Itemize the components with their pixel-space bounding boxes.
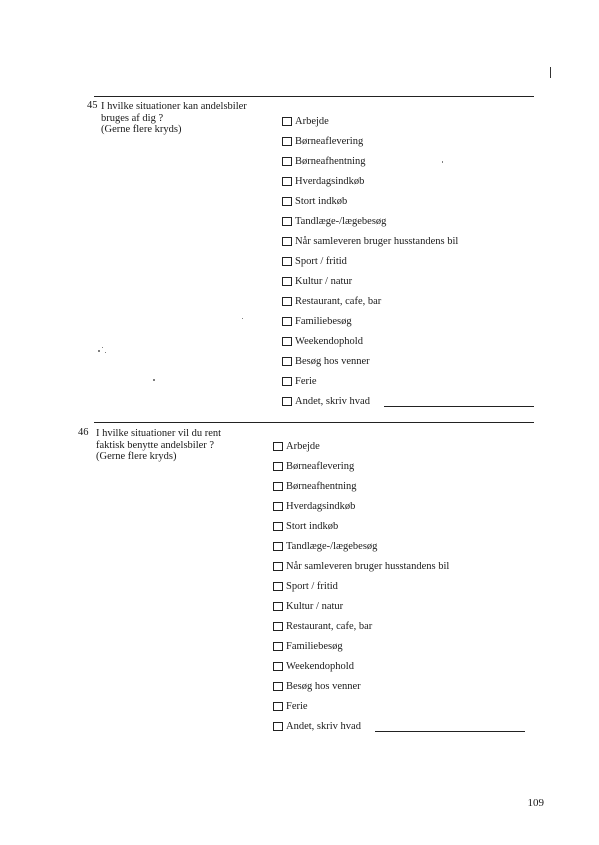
option-label: Ferie xyxy=(295,375,317,387)
q46-number: 46 xyxy=(78,427,89,438)
option-label: Restaurant, cafe, bar xyxy=(295,295,382,307)
option-label: Familiebesøg xyxy=(295,315,352,327)
option-checkbox[interactable] xyxy=(282,157,292,166)
option-item xyxy=(282,371,534,391)
option-item xyxy=(273,576,525,596)
option-checkbox[interactable] xyxy=(273,682,283,691)
option-label: Andet, skriv hvad xyxy=(295,395,370,407)
scan-speck xyxy=(242,318,243,319)
option-checkbox[interactable] xyxy=(273,542,283,551)
option-item xyxy=(282,211,534,231)
option-item xyxy=(273,596,525,616)
option-checkbox[interactable] xyxy=(282,177,292,186)
option-checkbox[interactable] xyxy=(282,117,292,126)
q45-question-text xyxy=(101,101,291,136)
option-checkbox[interactable] xyxy=(282,277,292,286)
option-label: Weekendophold xyxy=(295,335,363,347)
scan-speck xyxy=(102,347,103,348)
option-item xyxy=(282,271,534,291)
option-checkbox[interactable] xyxy=(273,482,283,491)
option-label: Hverdagsindkøb xyxy=(286,500,356,512)
option-label: Sport / fritid xyxy=(295,255,347,267)
q45-number: 45 xyxy=(87,100,98,111)
scan-speck xyxy=(98,350,100,352)
option-label: Arbejde xyxy=(295,115,329,127)
option-item xyxy=(273,436,525,456)
edge-mark xyxy=(550,67,551,78)
option-item xyxy=(282,151,534,171)
option-checkbox[interactable] xyxy=(273,642,283,651)
option-label: Besøg hos venner xyxy=(295,355,370,367)
option-label: Kultur / natur xyxy=(295,275,353,287)
option-label: Sport / fritid xyxy=(286,580,338,592)
option-checkbox[interactable] xyxy=(273,502,283,511)
option-item xyxy=(273,536,525,556)
q45-question-line-1: I hvilke situationer kan andelsbiler xyxy=(101,101,247,112)
option-checkbox[interactable] xyxy=(273,562,283,571)
option-item xyxy=(282,351,534,371)
scan-speck xyxy=(442,161,443,163)
option-checkbox[interactable] xyxy=(282,237,292,246)
option-checkbox[interactable] xyxy=(282,297,292,306)
q45-options xyxy=(282,111,534,411)
option-checkbox[interactable] xyxy=(282,317,292,326)
option-checkbox[interactable] xyxy=(282,337,292,346)
q46-question-line-2: faktisk benytte andelsbiler ? xyxy=(96,439,215,451)
scan-speck xyxy=(153,379,155,381)
q45-question-line-2: bruges af dig ? xyxy=(101,112,164,124)
write-in-line[interactable] xyxy=(384,406,534,407)
option-checkbox[interactable] xyxy=(273,602,283,611)
option-item xyxy=(273,716,525,736)
q45-question-line-3: (Gerne flere kryds) xyxy=(101,124,182,135)
option-checkbox[interactable] xyxy=(273,522,283,531)
option-checkbox[interactable] xyxy=(273,582,283,591)
q46-question-line-3: (Gerne flere kryds) xyxy=(96,451,177,462)
option-checkbox[interactable] xyxy=(282,217,292,226)
option-item xyxy=(273,476,525,496)
option-label: Andet, skriv hvad xyxy=(286,720,361,732)
option-item xyxy=(282,231,534,251)
option-item xyxy=(282,331,534,351)
option-checkbox[interactable] xyxy=(282,197,292,206)
option-item xyxy=(273,556,525,576)
option-item xyxy=(282,191,534,211)
option-item xyxy=(273,636,525,656)
option-label: Ferie xyxy=(286,700,308,712)
page-number: 109 xyxy=(527,797,544,809)
q46-question-line-1: I hvilke situationer vil du rent xyxy=(96,428,222,439)
option-item xyxy=(282,311,534,331)
option-checkbox[interactable] xyxy=(282,257,292,266)
q46-top-rule xyxy=(94,422,534,423)
option-item xyxy=(273,456,525,476)
option-label: Børneaflevering xyxy=(295,135,364,147)
option-checkbox[interactable] xyxy=(273,702,283,711)
option-checkbox[interactable] xyxy=(273,442,283,451)
write-in-line[interactable] xyxy=(375,731,525,732)
option-label: Weekendophold xyxy=(286,660,354,672)
option-label: Børneaflevering xyxy=(286,460,355,472)
option-item xyxy=(282,131,534,151)
option-checkbox[interactable] xyxy=(282,397,292,406)
option-label: Når samleveren bruger husstandens bil xyxy=(286,560,450,572)
option-label: Familiebesøg xyxy=(286,640,343,652)
option-checkbox[interactable] xyxy=(273,662,283,671)
option-item xyxy=(273,656,525,676)
option-item xyxy=(282,391,534,411)
option-label: Besøg hos venner xyxy=(286,680,361,692)
option-label: Børneafhentning xyxy=(295,155,366,167)
option-label: Hverdagsindkøb xyxy=(295,175,365,187)
option-item xyxy=(273,616,525,636)
option-label: Stort indkøb xyxy=(295,195,348,207)
option-item xyxy=(282,111,534,131)
option-label: Stort indkøb xyxy=(286,520,339,532)
option-checkbox[interactable] xyxy=(282,357,292,366)
option-label: Tandlæge-/lægebesøg xyxy=(286,540,378,552)
option-checkbox[interactable] xyxy=(282,377,292,386)
option-item xyxy=(282,171,534,191)
option-label: Restaurant, cafe, bar xyxy=(286,620,373,632)
option-checkbox[interactable] xyxy=(282,137,292,146)
option-item xyxy=(273,696,525,716)
option-checkbox[interactable] xyxy=(273,622,283,631)
q46-question-text xyxy=(96,428,286,463)
option-item xyxy=(273,676,525,696)
option-checkbox[interactable] xyxy=(273,462,283,471)
option-checkbox[interactable] xyxy=(273,722,283,731)
option-item xyxy=(273,496,525,516)
q46-options xyxy=(273,436,525,736)
q45-top-rule xyxy=(94,96,534,97)
option-label: Arbejde xyxy=(286,440,320,452)
option-item xyxy=(282,251,534,271)
option-label: Når samleveren bruger husstandens bil xyxy=(295,235,459,247)
option-label: Børneafhentning xyxy=(286,480,357,492)
option-label: Tandlæge-/lægebesøg xyxy=(295,215,387,227)
option-item xyxy=(273,516,525,536)
option-item xyxy=(282,291,534,311)
scan-speck xyxy=(105,352,106,353)
option-label: Kultur / natur xyxy=(286,600,344,612)
